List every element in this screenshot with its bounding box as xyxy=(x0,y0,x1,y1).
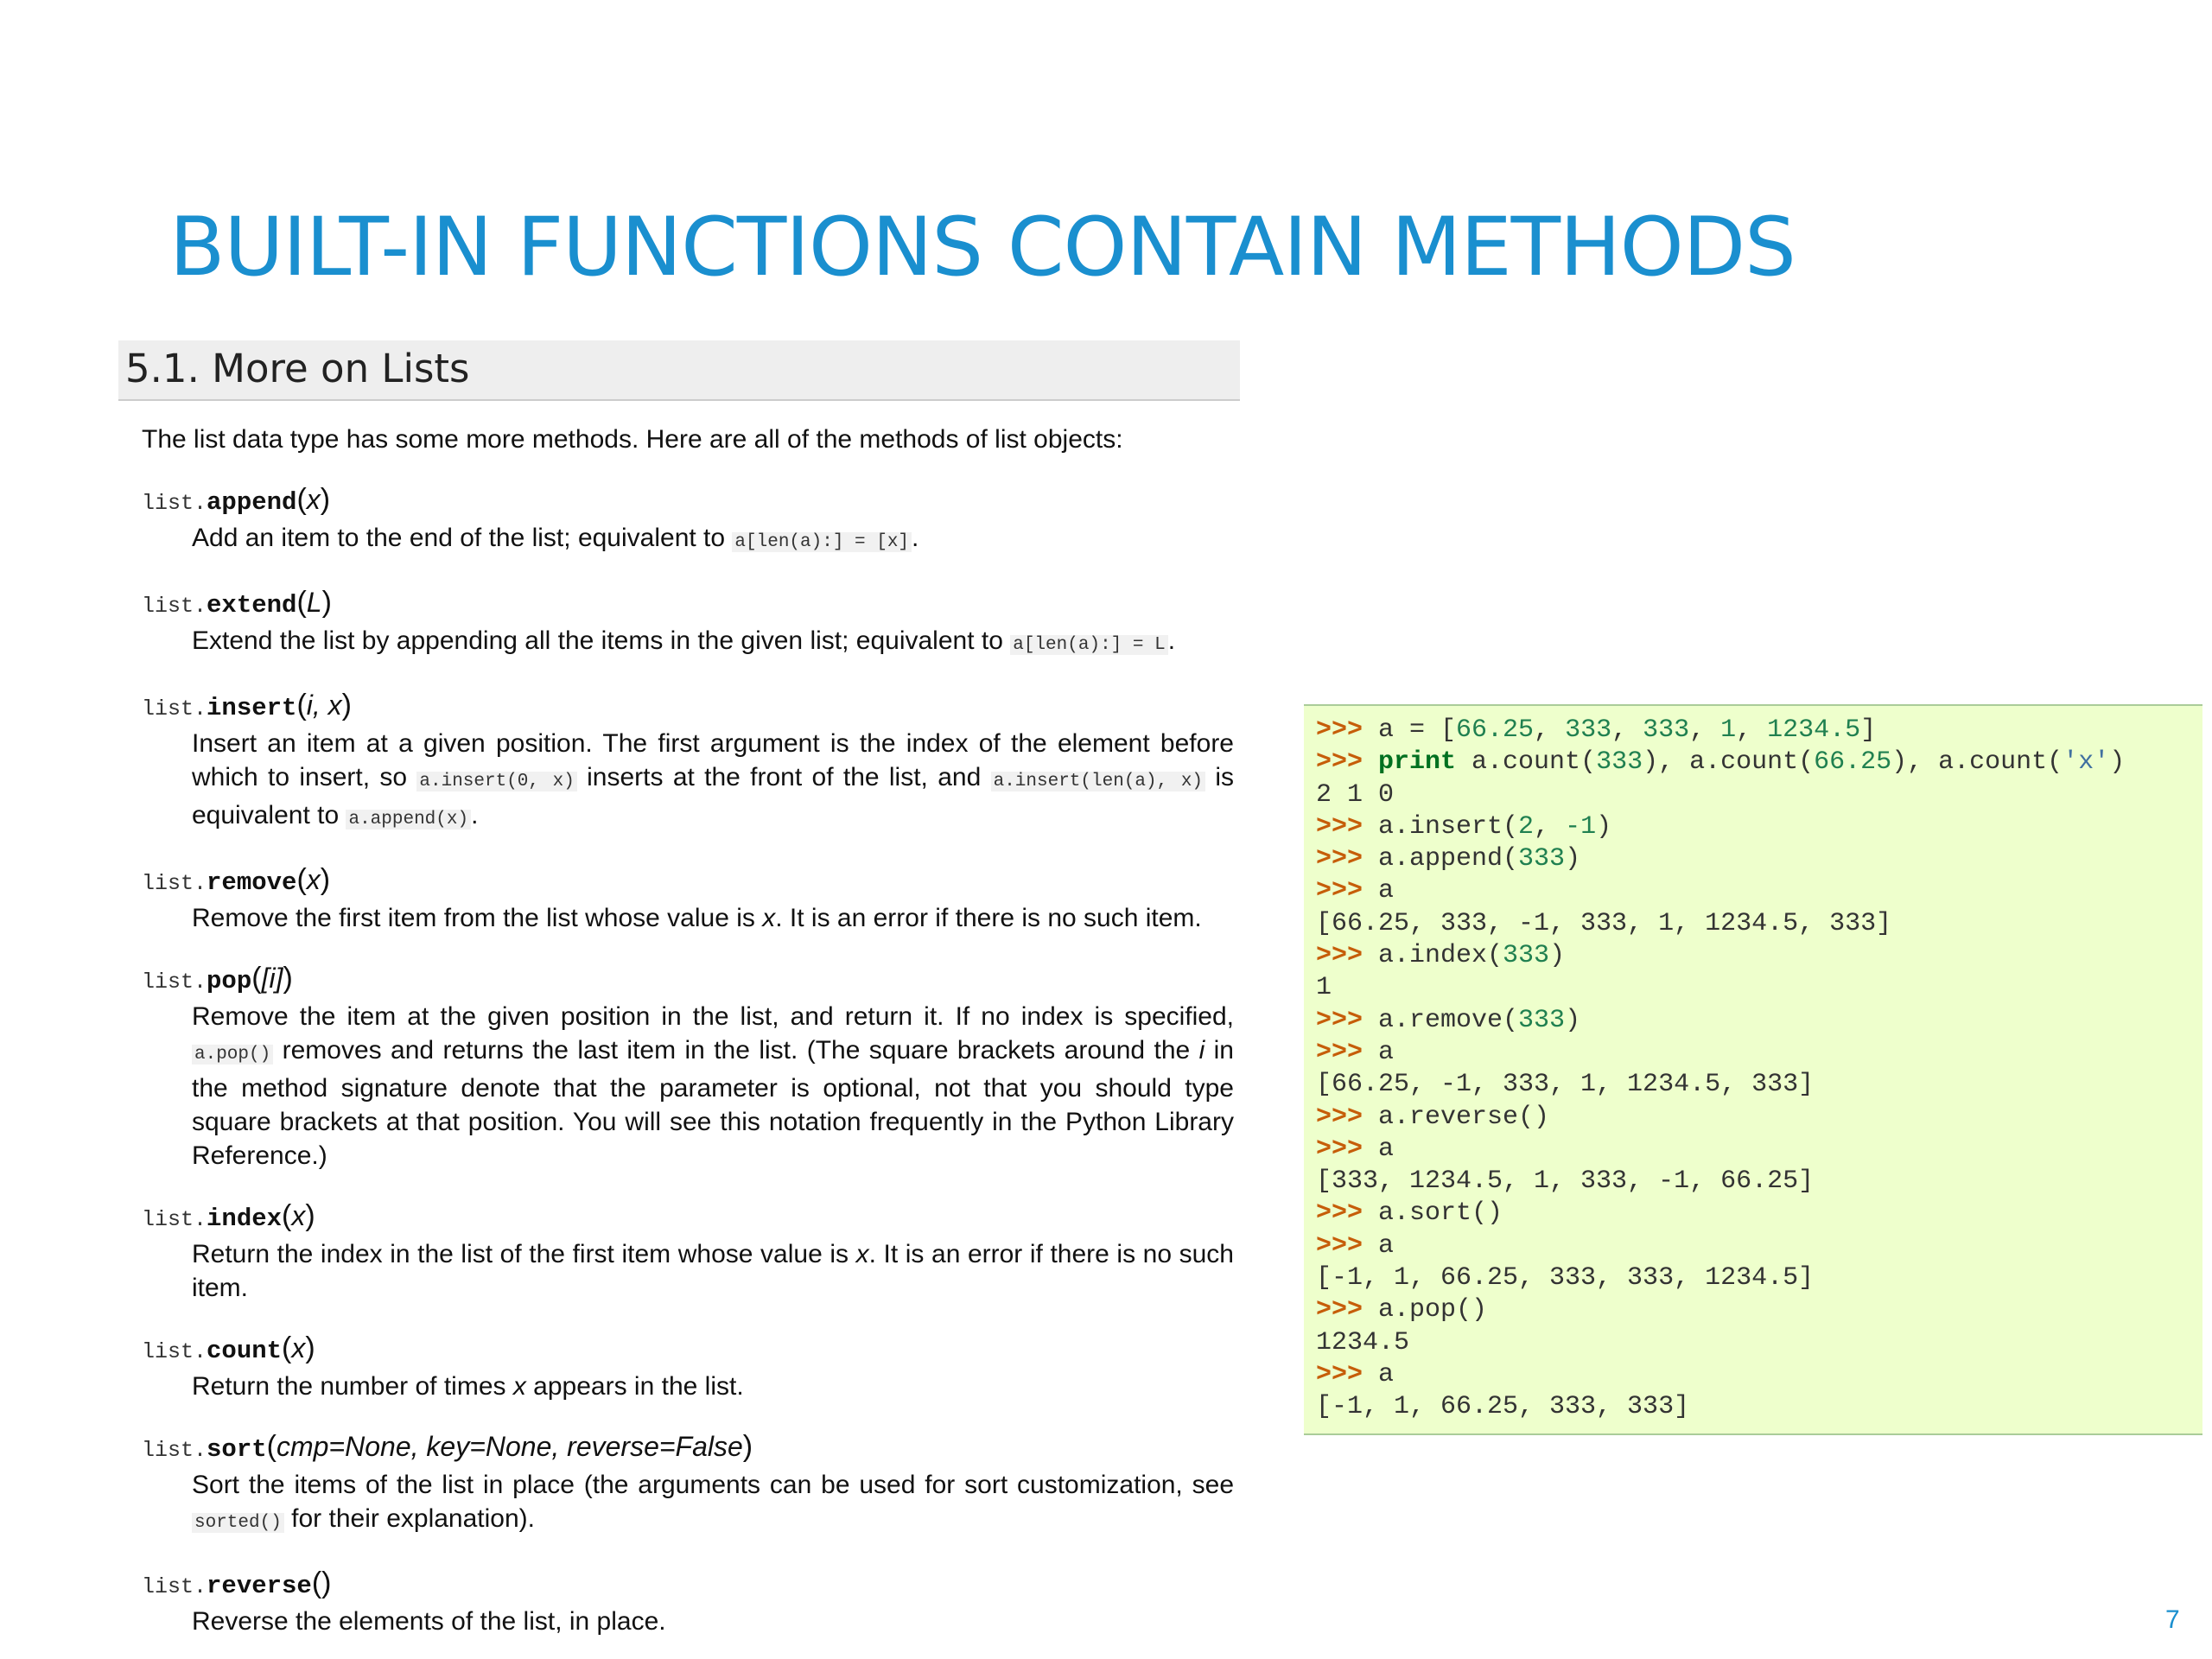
method-args: x xyxy=(291,1200,306,1231)
number-token: -1 xyxy=(1565,811,1597,842)
code-line xyxy=(1316,1294,2202,1326)
description-text: . It is an error if there is no such item. xyxy=(192,1240,1234,1302)
method-class-prefix: list. xyxy=(142,1438,207,1463)
code-token: [-1, 1, 66.25, 333, 333] xyxy=(1316,1392,1690,1422)
open-paren: ( xyxy=(311,1567,322,1599)
code-line xyxy=(1316,1134,2202,1166)
method-description xyxy=(192,727,1234,836)
code-line xyxy=(1316,1359,2202,1391)
method-sort xyxy=(142,1429,1239,1540)
description-text: . xyxy=(912,524,919,552)
code-line xyxy=(1316,1230,2202,1262)
description-text: Reverse the elements of the list, in place. xyxy=(192,1607,666,1636)
prompt-token: >>> xyxy=(1316,747,1379,778)
number-token: 333 xyxy=(1503,941,1550,971)
description-text: Add an item to the end of the list; equivalent to xyxy=(192,524,733,552)
code-line xyxy=(1316,972,2202,1004)
method-class-prefix: list. xyxy=(142,1339,207,1364)
description-text: removes and returns the last item in the list. (The square brackets around the xyxy=(273,1036,1199,1065)
close-paren: ) xyxy=(305,1332,315,1364)
open-paren: ( xyxy=(282,1332,292,1364)
code-token: 2 1 0 xyxy=(1316,779,1395,810)
description-text: Sort the items of the list in place (the arguments can be used for sort customization, see xyxy=(192,1471,1234,1499)
method-count xyxy=(142,1331,1239,1403)
number-token: 66.25 xyxy=(1456,715,1535,745)
code-token: a xyxy=(1378,1134,1395,1164)
method-name: index xyxy=(207,1205,283,1233)
method-args: x xyxy=(291,1332,306,1363)
close-paren: ) xyxy=(305,1199,315,1232)
description-text: appears in the list. xyxy=(525,1372,744,1401)
method-description xyxy=(192,1000,1234,1173)
code-line xyxy=(1316,1037,2202,1069)
code-line xyxy=(1316,747,2202,779)
intro-text: The list data type has some more methods. Here are all of the methods of list objects: xyxy=(142,425,1123,454)
inline-code: a[len(a):] = L xyxy=(1010,635,1167,655)
method-signature xyxy=(142,688,1239,727)
method-signature xyxy=(142,482,1239,521)
code-token: a.index( xyxy=(1378,941,1503,971)
description-text: . It is an error if there is no such item. xyxy=(775,904,1202,932)
code-line xyxy=(1316,843,2202,875)
prompt-token: >>> xyxy=(1316,1102,1379,1132)
code-token: a.insert( xyxy=(1378,811,1519,842)
method-class-prefix: list. xyxy=(142,696,207,721)
prompt-token: >>> xyxy=(1316,1005,1379,1035)
section-heading: 5.1. More on Lists xyxy=(118,340,1240,401)
code-line xyxy=(1316,1005,2202,1037)
method-class-prefix: list. xyxy=(142,871,207,896)
inline-code: a.pop() xyxy=(192,1045,273,1065)
open-paren: ( xyxy=(266,1430,276,1463)
close-paren: ) xyxy=(320,863,331,896)
code-token: a.reverse() xyxy=(1378,1102,1550,1132)
code-token: a xyxy=(1378,1230,1395,1261)
prompt-token: >>> xyxy=(1316,941,1379,971)
keyword-token: print xyxy=(1378,747,1457,778)
description-text: . xyxy=(471,801,479,830)
method-index xyxy=(142,1198,1239,1305)
method-args: i, x xyxy=(306,690,342,721)
code-token: ) xyxy=(1596,811,1612,842)
code-token: [66.25, -1, 333, 1, 1234.5, 333] xyxy=(1316,1070,1815,1100)
code-token: ), a.count( xyxy=(1891,747,2063,778)
method-name: extend xyxy=(207,591,297,620)
open-paren: ( xyxy=(296,586,307,619)
method-insert xyxy=(142,688,1239,836)
method-signature xyxy=(142,1331,1239,1370)
code-line xyxy=(1316,715,2202,747)
code-token: [66.25, 333, -1, 333, 1, 1234.5, 333] xyxy=(1316,908,1892,938)
code-token: a xyxy=(1378,876,1395,906)
method-args: [i] xyxy=(261,963,283,994)
number-token: 333 xyxy=(1518,1005,1566,1035)
number-token: 2 xyxy=(1518,811,1535,842)
close-paren: ) xyxy=(321,1567,332,1599)
code-token: , xyxy=(1534,811,1566,842)
code-token: a.append( xyxy=(1378,844,1519,874)
number-token: 333 xyxy=(1643,715,1690,745)
open-paren: ( xyxy=(296,689,307,721)
method-description xyxy=(192,1370,1234,1403)
prompt-token: >>> xyxy=(1316,1037,1379,1067)
close-paren: ) xyxy=(283,962,293,995)
close-paren: ) xyxy=(321,586,332,619)
method-reverse xyxy=(142,1566,1239,1638)
method-class-prefix: list. xyxy=(142,594,207,619)
method-signature xyxy=(142,1566,1239,1605)
description-text: Insert an item at a given position. The first argument is the index of the element before which to insert, so xyxy=(192,729,1234,791)
code-token: a.sort() xyxy=(1378,1198,1503,1229)
code-token: ) xyxy=(2109,747,2126,778)
method-name: pop xyxy=(207,967,252,995)
description-text: for their explanation). xyxy=(283,1504,535,1533)
slide-title: BUILT-IN FUNCTIONS CONTAIN METHODS xyxy=(169,200,1796,295)
method-class-prefix: list. xyxy=(142,491,207,516)
italic-variable: x xyxy=(512,1372,526,1401)
code-line xyxy=(1316,811,2202,843)
method-signature xyxy=(142,1429,1239,1468)
description-text: Remove the first item from the list whose value is xyxy=(192,904,763,932)
method-pop xyxy=(142,961,1239,1173)
method-remove xyxy=(142,862,1239,935)
method-list xyxy=(118,482,1240,1638)
method-extend xyxy=(142,585,1239,662)
method-name: count xyxy=(207,1337,283,1365)
description-text: Return the index in the list of the first item whose value is xyxy=(192,1240,856,1268)
open-paren: ( xyxy=(296,863,307,896)
method-name: reverse xyxy=(207,1572,312,1600)
code-token: , xyxy=(1736,715,1768,745)
code-token: 1 xyxy=(1316,973,1332,1003)
code-line xyxy=(1316,1198,2202,1230)
description-text: Extend the list by appending all the items in the given list; equivalent to xyxy=(192,626,1011,655)
code-token: , xyxy=(1611,715,1643,745)
code-token: 1234.5 xyxy=(1316,1327,1410,1357)
description-text: is equivalent to xyxy=(192,763,1235,830)
code-line xyxy=(1316,1262,2202,1294)
method-description xyxy=(192,1605,1234,1638)
number-token: 333 xyxy=(1518,844,1566,874)
number-token: 66.25 xyxy=(1814,747,1892,778)
italic-variable: x xyxy=(855,1240,869,1268)
method-signature xyxy=(142,961,1239,1000)
code-token: a xyxy=(1378,1037,1395,1067)
prompt-token: >>> xyxy=(1316,715,1379,745)
method-args: x xyxy=(306,484,321,515)
close-paren: ) xyxy=(341,689,352,721)
method-class-prefix: list. xyxy=(142,1207,207,1232)
inline-code: sorted() xyxy=(192,1513,284,1533)
code-line xyxy=(1316,1166,2202,1198)
method-description xyxy=(192,901,1234,935)
method-description xyxy=(192,1237,1234,1305)
method-args: L xyxy=(306,587,322,618)
number-token: 1 xyxy=(1720,715,1737,745)
code-token: , xyxy=(1689,715,1721,745)
method-description xyxy=(192,1468,1234,1540)
code-line xyxy=(1316,1102,2202,1134)
open-paren: ( xyxy=(282,1199,292,1232)
code-token: ) xyxy=(1549,941,1566,971)
code-token: a = [ xyxy=(1378,715,1457,745)
open-paren: ( xyxy=(251,962,262,995)
method-args: x xyxy=(306,864,321,895)
description-text: Remove the item at the given position in the list, and return it. If no index is specified, xyxy=(192,1002,1234,1031)
close-paren: ) xyxy=(320,483,331,516)
inline-code: a.insert(0, x) xyxy=(416,772,576,791)
method-class-prefix: list. xyxy=(142,969,207,995)
code-token: a.remove( xyxy=(1378,1005,1519,1035)
code-line xyxy=(1316,940,2202,972)
method-append xyxy=(142,482,1239,559)
code-line xyxy=(1316,1327,2202,1359)
method-name: insert xyxy=(207,694,297,722)
documentation-panel xyxy=(118,340,1240,1636)
inline-code: a[len(a):] = [x] xyxy=(732,532,912,552)
code-token: ] xyxy=(1860,715,1877,745)
code-line xyxy=(1316,1391,2202,1423)
inline-code: a.insert(len(a), x) xyxy=(991,772,1205,791)
method-description xyxy=(192,521,1234,559)
prompt-token: >>> xyxy=(1316,1230,1379,1261)
code-line xyxy=(1316,1069,2202,1101)
prompt-token: >>> xyxy=(1316,1198,1379,1229)
string-token: 'x' xyxy=(2063,747,2110,778)
prompt-token: >>> xyxy=(1316,1295,1379,1325)
code-token: a xyxy=(1378,1359,1395,1389)
prompt-token: >>> xyxy=(1316,1134,1379,1164)
code-token: [333, 1234.5, 1, 333, -1, 66.25] xyxy=(1316,1166,1815,1197)
prompt-token: >>> xyxy=(1316,1359,1379,1389)
code-token: [-1, 1, 66.25, 333, 333, 1234.5] xyxy=(1316,1263,1815,1294)
code-token: a.pop() xyxy=(1378,1295,1488,1325)
page-number: 7 xyxy=(2165,1605,2180,1634)
code-token: , xyxy=(1534,715,1566,745)
prompt-token: >>> xyxy=(1316,844,1379,874)
description-text: in the method signature denote that the parameter is optional, not that you should type square brackets at that position. You will see this notation frequently in the Python Library Reference.) xyxy=(192,1036,1234,1170)
code-example-panel xyxy=(1304,704,2202,1435)
method-description xyxy=(192,624,1234,662)
open-paren: ( xyxy=(296,483,307,516)
code-line xyxy=(1316,908,2202,940)
code-line xyxy=(1316,779,2202,811)
method-args: cmp=None, key=None, reverse=False xyxy=(276,1431,743,1462)
prompt-token: >>> xyxy=(1316,876,1379,906)
italic-variable: x xyxy=(762,904,776,932)
number-token: 1234.5 xyxy=(1767,715,1861,745)
description-text: Return the number of times xyxy=(192,1372,513,1401)
number-token: 333 xyxy=(1596,747,1643,778)
italic-variable: i xyxy=(1198,1036,1205,1065)
description-text: . xyxy=(1167,626,1176,655)
method-name: sort xyxy=(207,1435,267,1464)
method-signature xyxy=(142,1198,1239,1237)
method-name: remove xyxy=(207,868,297,897)
method-signature xyxy=(142,862,1239,901)
code-token: ) xyxy=(1565,844,1581,874)
close-paren: ) xyxy=(742,1430,753,1463)
method-name: append xyxy=(207,488,297,517)
code-line xyxy=(1316,875,2202,907)
code-token: a.count( xyxy=(1456,747,1597,778)
description-text: inserts at the front of the list, and xyxy=(576,763,991,791)
inline-code: a.append(x) xyxy=(346,810,471,830)
method-class-prefix: list. xyxy=(142,1574,207,1599)
method-signature xyxy=(142,585,1239,624)
code-token: ), a.count( xyxy=(1643,747,1815,778)
code-token: ) xyxy=(1565,1005,1581,1035)
prompt-token: >>> xyxy=(1316,811,1379,842)
number-token: 333 xyxy=(1565,715,1612,745)
